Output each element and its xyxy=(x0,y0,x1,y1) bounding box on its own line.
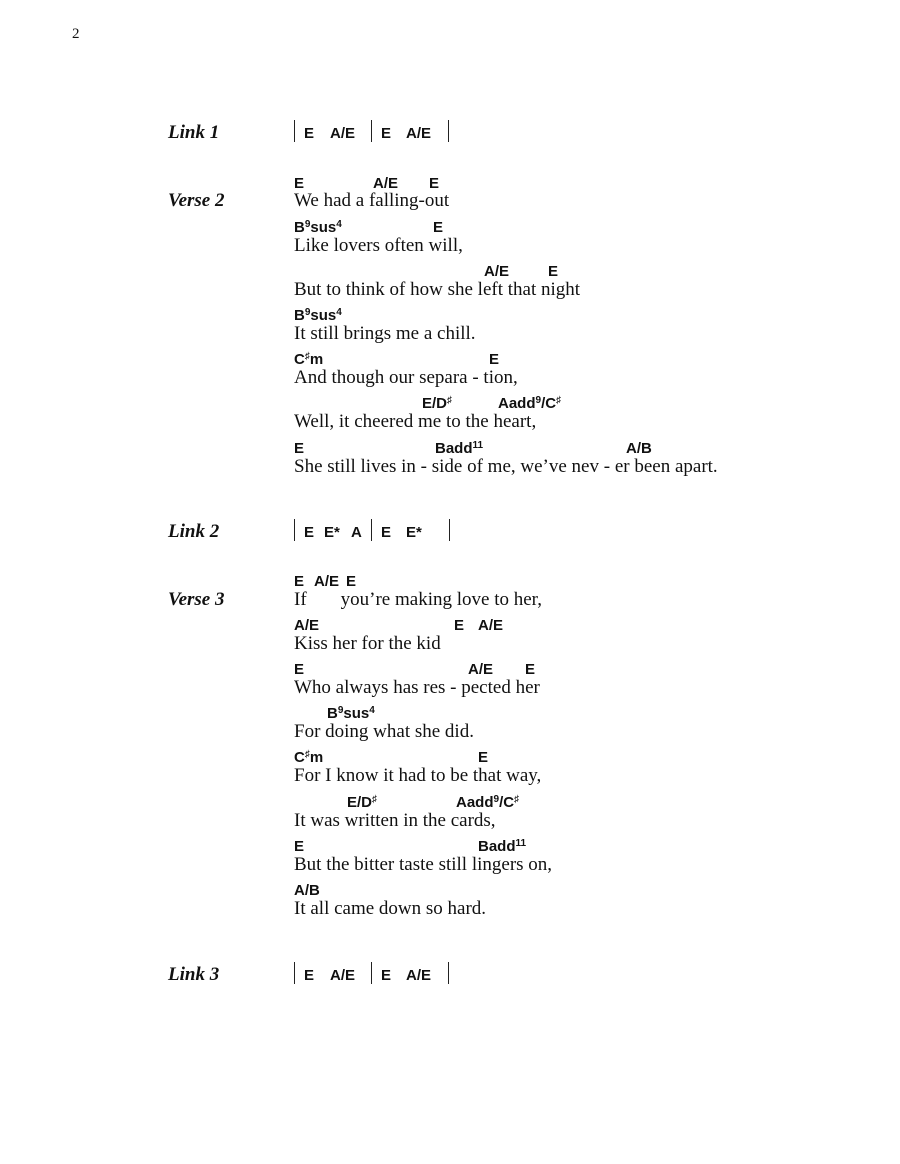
lyric-line: It all came down so hard. xyxy=(294,898,487,919)
chord: $B^9sus^4$ xyxy=(327,705,375,722)
chord: A xyxy=(351,524,362,541)
section-label-link-2: Link 2 xyxy=(168,521,220,542)
chord: A/E xyxy=(330,125,356,142)
chord: E xyxy=(294,838,305,855)
chord: E xyxy=(433,219,444,236)
lyric-line: For I know it had to be that way, xyxy=(294,765,542,786)
chord: E xyxy=(429,175,440,192)
chord: Badd$^{11}$ xyxy=(435,440,484,457)
lyric-line: Well, it cheered me to the heart, xyxy=(294,411,537,432)
chord: $B^9sus^4$ xyxy=(294,307,342,324)
chord: Aadd$^9$/C♯ xyxy=(456,794,520,811)
lyric-line: She still lives in - side of me, we’ve nev - er been apart. xyxy=(294,456,718,477)
lyric-line: Like lovers often will, xyxy=(294,235,463,256)
lyric-line xyxy=(294,589,542,611)
chord: E xyxy=(548,263,559,280)
chord: E* xyxy=(406,524,422,541)
chord: E xyxy=(381,125,392,142)
barline xyxy=(448,120,449,142)
section-label-link-1: Link 1 xyxy=(168,122,220,143)
lyric-word: you’re making love to her, xyxy=(340,589,542,610)
lyric-line: We had a falling-out xyxy=(294,190,450,211)
section-label-link-3: Link 3 xyxy=(168,964,220,985)
chord: A/E xyxy=(406,967,432,984)
chord: E xyxy=(304,967,315,984)
lyric-line: But the bitter taste still lingers on, xyxy=(294,854,553,875)
link-2-bars xyxy=(294,519,514,543)
chord: A/E xyxy=(373,175,399,192)
chord: A/B xyxy=(294,882,320,899)
page-number: 2 xyxy=(72,26,80,42)
link-3-bars xyxy=(294,962,514,986)
chord: Aadd$^9$/C♯ xyxy=(498,395,562,412)
lyric-word: If xyxy=(294,589,307,610)
chord: A/E xyxy=(406,125,432,142)
chord: E/D♯ xyxy=(347,794,378,811)
section-label-verse-2: Verse 2 xyxy=(168,190,225,211)
chord: E xyxy=(304,125,315,142)
barline xyxy=(371,120,372,142)
chord: E xyxy=(304,524,315,541)
chord: E xyxy=(454,617,465,634)
barline xyxy=(294,962,295,984)
lyric-line: But to think of how she left that night xyxy=(294,279,581,300)
chord: E xyxy=(294,440,305,457)
chord: Badd$^{11}$ xyxy=(478,838,527,855)
chord: A/E xyxy=(294,617,320,634)
barline xyxy=(294,120,295,142)
chord: E/D♯ xyxy=(422,395,453,412)
lyric-line: It still brings me a chill. xyxy=(294,323,476,344)
chord: A/B xyxy=(626,440,652,457)
chord: E xyxy=(381,967,392,984)
barline xyxy=(448,962,449,984)
chord: E xyxy=(294,175,305,192)
lyric-line: Kiss her for the kid xyxy=(294,633,441,654)
lyric-line: For doing what she did. xyxy=(294,721,474,742)
chord: A/E xyxy=(468,661,494,678)
chord: E xyxy=(294,573,305,590)
chord: E xyxy=(294,661,305,678)
chord: E xyxy=(346,573,357,590)
lyric-line: Who always has res - pected her xyxy=(294,677,540,698)
chord: C♯m xyxy=(294,749,324,766)
chord: E xyxy=(525,661,536,678)
link-1-bars xyxy=(294,120,514,144)
barline xyxy=(371,962,372,984)
chord: A/E xyxy=(484,263,510,280)
section-label-verse-3: Verse 3 xyxy=(168,589,225,610)
barline xyxy=(449,519,450,541)
chord: E xyxy=(489,351,500,368)
chord: A/E xyxy=(314,573,340,590)
barline xyxy=(371,519,372,541)
chord: C♯m xyxy=(294,351,324,368)
chord: $B^9sus^4$ xyxy=(294,219,342,236)
barline xyxy=(294,519,295,541)
chord: E* xyxy=(324,524,340,541)
lyric-line: And though our separa - tion, xyxy=(294,367,518,388)
chord: E xyxy=(381,524,392,541)
lyric-line: It was written in the cards, xyxy=(294,810,496,831)
chord: E xyxy=(478,749,489,766)
chord: A/E xyxy=(330,967,356,984)
chord: A/E xyxy=(478,617,504,634)
